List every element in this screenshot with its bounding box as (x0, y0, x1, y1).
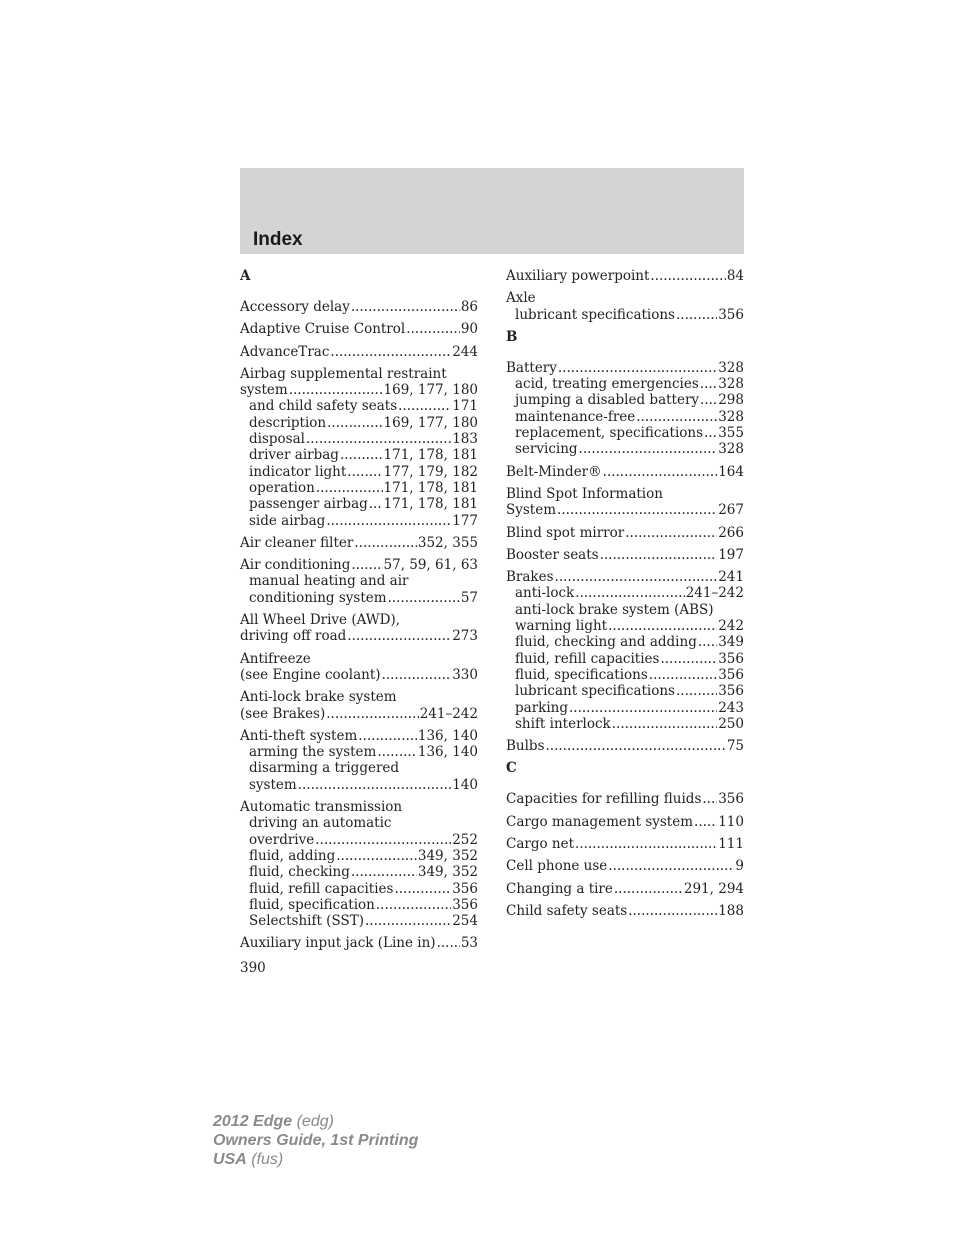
dot-leader (546, 738, 726, 754)
index-subentry-line (240, 832, 478, 848)
entry-term: disarming a triggered (249, 760, 400, 777)
footer-market-code: (fus) (246, 1151, 284, 1168)
index-entry-line (506, 502, 744, 518)
footer-edition: Owners Guide, 1st Printing (213, 1132, 419, 1149)
index-entry-line (506, 290, 744, 306)
entry-term: fluid, adding (249, 847, 336, 864)
entry-term: disposal (249, 431, 305, 448)
entry-page-ref: 140 (452, 776, 478, 793)
entry-term: fluid, checking (249, 864, 350, 881)
entry-term: Air conditioning (240, 557, 351, 574)
entry-page-ref: 356 (718, 683, 744, 700)
entry-page-ref: 328 (718, 376, 744, 393)
entry-page-ref: 266 (718, 524, 744, 541)
dot-leader (694, 814, 717, 830)
entry-term: system (240, 382, 288, 399)
index-entry (506, 791, 744, 807)
dot-leader (608, 858, 734, 874)
entry-page-ref: 242 (718, 618, 744, 635)
entry-term: fluid, refill capacities (249, 880, 394, 897)
entry-page-ref: 254 (452, 913, 478, 930)
entry-page-ref: 136, 140 (417, 744, 478, 761)
entry-page-ref: 169, 177, 180 (383, 382, 478, 399)
index-subentry-line (506, 441, 744, 457)
entry-page-ref: 84 (726, 268, 744, 284)
index-entry (240, 612, 478, 645)
index-entry-line (240, 299, 478, 315)
dot-leader (437, 935, 460, 951)
index-entry-line (506, 486, 744, 502)
entry-term: driving off road (240, 628, 347, 645)
index-subentry-line (506, 716, 744, 732)
entry-page-ref: 352, 355 (417, 534, 478, 551)
entry-term: Belt-Minder® (506, 463, 602, 480)
index-header-band (240, 168, 744, 254)
dot-leader (377, 744, 417, 760)
index-subentry-line (506, 376, 744, 392)
index-entry-line (506, 738, 744, 754)
index-subentry-line (506, 700, 744, 716)
footer-model: 2012 Edge (213, 1113, 293, 1130)
dot-leader (555, 569, 718, 585)
entry-term: indicator light (249, 463, 347, 480)
index-entry-line (240, 667, 478, 683)
entry-term: jumping a disabled battery (515, 392, 700, 409)
entry-page-ref: 164 (718, 463, 744, 480)
dot-leader (704, 425, 717, 441)
entry-page-ref: 171, 178, 181 (383, 447, 478, 464)
page-title: Index (253, 229, 303, 250)
entry-term: servicing (515, 441, 578, 458)
index-entry-line (506, 858, 744, 874)
index-entry-line (506, 836, 744, 852)
index-subentry-line (240, 431, 478, 447)
footer-model-code: (edg) (292, 1113, 334, 1130)
footer-line-2 (213, 1131, 418, 1150)
entry-term: fluid, specification (249, 896, 375, 913)
index-entry-line (506, 360, 744, 376)
index-subentry-line (240, 464, 478, 480)
index-entry (240, 299, 478, 315)
dot-leader (702, 791, 717, 807)
dot-leader (351, 557, 382, 573)
index-entry (506, 360, 744, 458)
entry-term: system (249, 776, 297, 793)
index-entry (506, 268, 744, 284)
entry-page-ref: 356 (718, 306, 744, 323)
entry-term: arming the system (249, 744, 377, 761)
entry-page-ref: 86 (460, 299, 478, 315)
entry-term: Brakes (506, 569, 554, 586)
dot-leader (676, 683, 717, 699)
entry-term: Cargo management system (506, 813, 694, 830)
index-subentry-line (506, 409, 744, 425)
dot-leader (636, 409, 717, 425)
entry-term: Child safety seats (506, 902, 628, 919)
index-entry (506, 836, 744, 852)
entry-term: Adaptive Cruise Control (240, 321, 406, 338)
index-entry-line (506, 525, 744, 541)
entry-term: operation (249, 479, 315, 496)
entry-page-ref: 188 (718, 902, 744, 919)
entry-term: maintenance-free (515, 408, 636, 425)
dot-leader (628, 903, 717, 919)
entry-page-ref: 241–242 (685, 585, 744, 602)
entry-term: Cargo net (506, 836, 575, 853)
index-subentry-line (240, 815, 478, 831)
entry-page-ref: 298 (718, 392, 744, 409)
dot-leader (326, 706, 418, 722)
entry-term: driver airbag (249, 447, 339, 464)
entry-term: overdrive (249, 831, 315, 848)
dot-leader (398, 398, 451, 414)
index-subentry-line (240, 864, 478, 880)
entry-term: Capacities for refilling fluids (506, 791, 702, 808)
entry-page-ref: 328 (718, 408, 744, 425)
dot-leader (660, 651, 717, 667)
index-entry-line (506, 268, 744, 284)
entry-page-ref: 243 (718, 699, 744, 716)
index-entry (240, 651, 478, 684)
index-entry-line (240, 612, 478, 628)
index-entry (506, 525, 744, 541)
index-entry (506, 858, 744, 874)
index-subentry-line (506, 307, 744, 323)
index-entry (506, 814, 744, 830)
dot-leader (340, 447, 383, 463)
dot-leader (608, 618, 717, 634)
index-entry-line (506, 464, 744, 480)
entry-term: conditioning system (249, 589, 387, 606)
dot-leader (557, 502, 717, 518)
index-entry (506, 569, 744, 732)
index-subentry-line (506, 392, 744, 408)
entry-term: Axle (506, 290, 536, 307)
index-entry-line (240, 689, 478, 705)
dot-leader (336, 848, 417, 864)
index-entry (240, 689, 478, 722)
dot-leader (612, 716, 717, 732)
index-entry-line (240, 557, 478, 573)
entry-page-ref: 356 (718, 666, 744, 683)
dot-leader (676, 307, 717, 323)
index-entry (506, 881, 744, 897)
entry-page-ref: 241–242 (419, 705, 478, 722)
dot-leader (347, 464, 382, 480)
index-subentry-line (240, 881, 478, 897)
entry-page-ref: 349 (718, 634, 744, 651)
entry-term: All Wheel Drive (AWD), (240, 612, 401, 629)
index-entry-line (240, 628, 478, 644)
index-subentry-line (240, 573, 478, 589)
entry-term: fluid, refill capacities (515, 650, 660, 667)
entry-page-ref: 356 (452, 896, 478, 913)
dot-leader (575, 836, 717, 852)
entry-term: replacement, specifications (515, 425, 704, 442)
entry-page-ref: 177 (452, 512, 478, 529)
index-entry-line (240, 651, 478, 667)
index-entry-line (240, 706, 478, 722)
entry-page-ref: 355 (718, 425, 744, 442)
entry-term: Selectshift (SST) (249, 913, 364, 930)
index-column-left (240, 268, 478, 958)
dot-leader (354, 535, 417, 551)
entry-term: acid, treating emergencies (515, 376, 699, 393)
entry-term: fluid, checking and adding (515, 634, 697, 651)
index-subentry-line (506, 683, 744, 699)
index-subentry-line (240, 913, 478, 929)
entry-page-ref: 57, 59, 61, 63 (383, 557, 478, 574)
entry-page-ref: 136, 140 (417, 727, 478, 744)
index-subentry-line (240, 480, 478, 496)
entry-page-ref: 9 (735, 858, 744, 875)
entry-page-ref: 241 (718, 569, 744, 586)
entry-term: Blind spot mirror (506, 524, 625, 541)
index-entry (240, 535, 478, 551)
dot-leader (394, 881, 451, 897)
entry-page-ref: 356 (452, 880, 478, 897)
index-subentry-line (240, 744, 478, 760)
index-entry-line (506, 903, 744, 919)
index-entry (506, 738, 744, 754)
page-number: 390 (240, 960, 266, 976)
dot-leader (575, 585, 684, 601)
index-entry (506, 903, 744, 919)
dot-leader (351, 864, 417, 880)
entry-term: warning light (515, 618, 608, 635)
entry-page-ref: 273 (452, 628, 478, 645)
index-subentry-line (240, 415, 478, 431)
footer-market: USA (213, 1151, 247, 1168)
entry-page-ref: 356 (718, 650, 744, 667)
index-entry-line (240, 728, 478, 744)
entry-term: Bulbs (506, 738, 545, 755)
index-entry-line (240, 935, 478, 951)
entry-term: lubricant specifications (515, 306, 675, 323)
entry-page-ref: 328 (718, 359, 744, 376)
index-entry (506, 486, 744, 519)
entry-page-ref: 177, 179, 182 (383, 463, 478, 480)
document-footer (213, 1112, 418, 1169)
entry-term: Antifreeze (240, 650, 311, 667)
index-entry (506, 464, 744, 480)
entry-term: Blind Spot Information (506, 485, 663, 502)
entry-term: manual heating and air (249, 573, 409, 590)
entry-term: Auxiliary input jack (Line in) (240, 935, 436, 952)
entry-page-ref: 244 (452, 343, 478, 360)
index-subentry-line (506, 585, 744, 601)
dot-leader (558, 360, 717, 376)
dot-leader (330, 344, 451, 360)
entry-page-ref: 53 (460, 935, 478, 952)
dot-leader (315, 832, 451, 848)
dot-leader (365, 913, 451, 929)
entry-term: Automatic transmission (240, 799, 403, 816)
entry-page-ref: 169, 177, 180 (383, 414, 478, 431)
entry-page-ref: 183 (452, 431, 478, 448)
index-column-right (506, 268, 744, 925)
entry-term: System (506, 502, 557, 519)
dot-leader (382, 667, 452, 683)
index-entry (240, 321, 478, 337)
entry-page-ref: 328 (718, 441, 744, 458)
dot-leader (358, 728, 417, 744)
index-entry-line (240, 344, 478, 360)
index-entry-line (506, 547, 744, 563)
index-letter-heading: A (240, 268, 251, 284)
dot-leader (369, 496, 383, 512)
entry-page-ref: 110 (718, 813, 744, 830)
index-entry-line (240, 321, 478, 337)
entry-page-ref: 197 (718, 546, 744, 563)
index-subentry-line (506, 634, 744, 650)
dot-leader (650, 268, 725, 284)
index-entry-line (240, 382, 478, 398)
entry-term: anti-lock (515, 585, 575, 602)
index-entry (506, 290, 744, 323)
entry-term: Anti-lock brake system (240, 689, 397, 706)
entry-term: Auxiliary powerpoint (506, 268, 650, 284)
dot-leader (406, 321, 460, 337)
dot-leader (327, 415, 382, 431)
dot-leader (326, 513, 451, 529)
index-entry-line (240, 799, 478, 815)
index-entry (240, 799, 478, 929)
dot-leader (388, 590, 460, 606)
dot-leader (600, 547, 718, 563)
entry-term: lubricant specifications (515, 683, 675, 700)
entry-term: Battery (506, 359, 557, 376)
index-entry (240, 366, 478, 529)
dot-leader (700, 376, 717, 392)
dot-leader (649, 667, 717, 683)
dot-leader (698, 634, 717, 650)
entry-term: side airbag (249, 512, 326, 529)
index-entry (240, 935, 478, 951)
entry-page-ref: 90 (460, 321, 478, 338)
index-subentry-line (506, 651, 744, 667)
entry-term: and child safety seats (249, 398, 398, 415)
entry-page-ref: 250 (718, 715, 744, 732)
index-subentry-line (506, 602, 744, 618)
entry-term: Anti-theft system (240, 727, 358, 744)
entry-term: passenger airbag (249, 496, 368, 513)
entry-page-ref: 349, 352 (417, 847, 478, 864)
dot-leader (306, 431, 451, 447)
entry-page-ref: 57 (460, 589, 478, 606)
dot-leader (700, 392, 717, 408)
index-subentry-line (240, 496, 478, 512)
dot-leader (614, 881, 683, 897)
entry-term: Booster seats (506, 546, 599, 563)
dot-leader (603, 464, 718, 480)
entry-page-ref: 171, 178, 181 (383, 496, 478, 513)
index-subentry-line (506, 667, 744, 683)
index-subentry-line (240, 777, 478, 793)
index-subentry-line (240, 398, 478, 414)
index-letter-heading: C (506, 760, 517, 777)
entry-term: Changing a tire (506, 880, 613, 897)
index-subentry-line (240, 897, 478, 913)
entry-term: shift interlock (515, 715, 611, 732)
entry-page-ref: 291, 294 (683, 880, 744, 897)
index-subentry-line (506, 618, 744, 634)
index-subentry-line (240, 447, 478, 463)
index-letter-heading: B (506, 328, 518, 345)
entry-page-ref: 111 (718, 836, 744, 853)
entry-term: parking (515, 699, 568, 716)
index-subentry-line (240, 760, 478, 776)
entry-page-ref: 267 (718, 502, 744, 519)
entry-term: AdvanceTrac (240, 343, 330, 360)
entry-page-ref: 171 (452, 398, 478, 415)
dot-leader (579, 441, 718, 457)
dot-leader (316, 480, 383, 496)
index-entry-line (506, 791, 744, 807)
index-entry-line (240, 535, 478, 551)
footer-line-3 (213, 1150, 418, 1169)
entry-term: Airbag supplemental restraint (240, 365, 447, 382)
dot-leader (569, 700, 717, 716)
entry-term: anti-lock brake system (ABS) (515, 601, 714, 618)
index-entry (506, 547, 744, 563)
entry-page-ref: 330 (452, 666, 478, 683)
dot-leader (625, 525, 717, 541)
entry-term: Air cleaner filter (240, 534, 354, 551)
entry-term: description (249, 414, 327, 431)
index-subentry-line (506, 425, 744, 441)
entry-page-ref: 252 (452, 831, 478, 848)
entry-term: fluid, specifications (515, 666, 648, 683)
index-entry-line (506, 814, 744, 830)
dot-leader (347, 628, 451, 644)
entry-term: Cell phone use (506, 858, 608, 875)
index-entry (240, 557, 478, 606)
dot-leader (289, 382, 383, 398)
dot-leader (351, 299, 460, 315)
entry-page-ref: 171, 178, 181 (383, 479, 478, 496)
entry-term: (see Brakes) (240, 705, 326, 722)
index-subentry-line (240, 848, 478, 864)
index-entry-line (506, 881, 744, 897)
dot-leader (376, 897, 451, 913)
index-subentry-line (240, 513, 478, 529)
footer-line-1 (213, 1112, 418, 1131)
entry-term: (see Engine coolant) (240, 666, 381, 683)
index-subentry-line (240, 590, 478, 606)
entry-page-ref: 356 (718, 791, 744, 808)
index-entry-line (240, 366, 478, 382)
entry-term: Accessory delay (240, 299, 350, 315)
entry-page-ref: 349, 352 (417, 864, 478, 881)
index-entry (240, 728, 478, 793)
index-entry-line (506, 569, 744, 585)
index-entry (240, 344, 478, 360)
dot-leader (298, 777, 452, 793)
entry-term: driving an automatic (249, 815, 392, 832)
entry-page-ref: 75 (726, 738, 744, 755)
